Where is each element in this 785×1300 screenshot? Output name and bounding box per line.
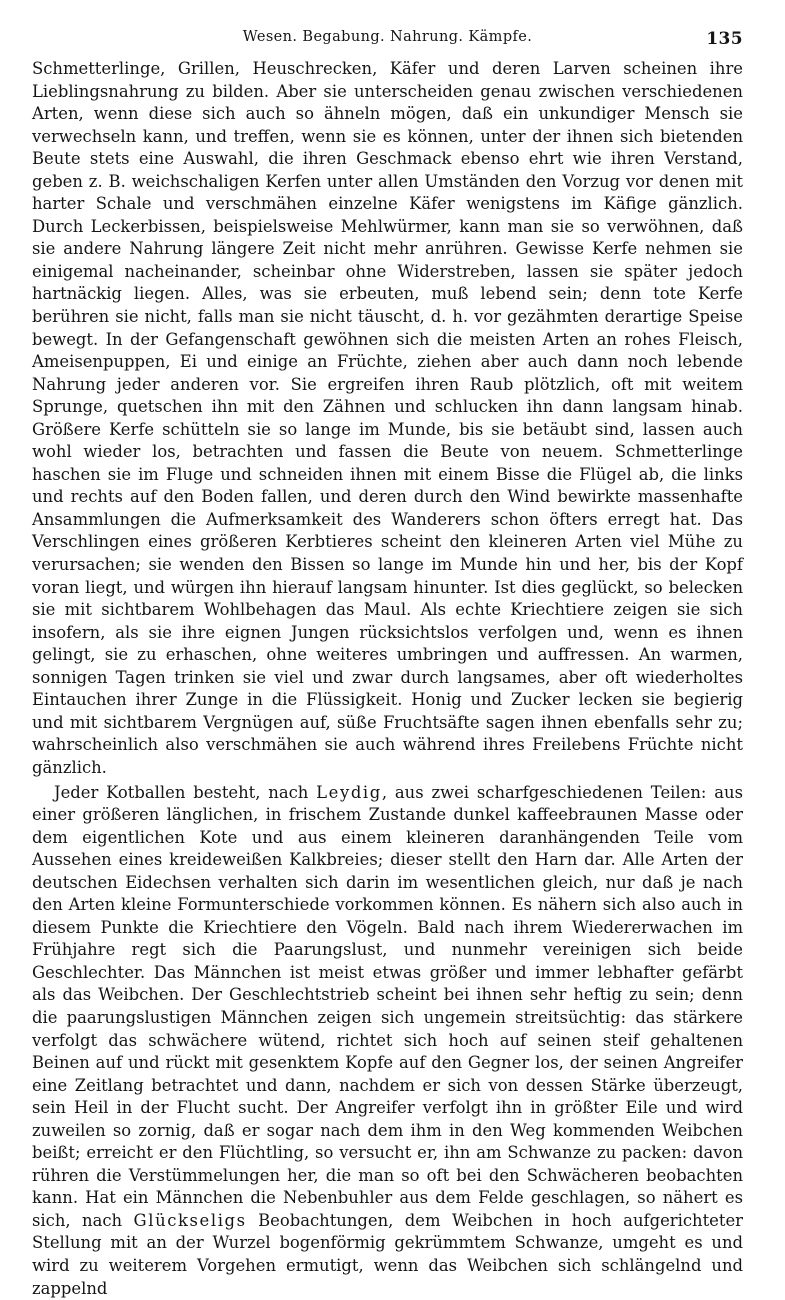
page-number: 135 bbox=[706, 24, 743, 54]
author-name-leydig: Leydig bbox=[316, 783, 382, 802]
paragraph-2-part-2: , aus zwei scharfgeschiedenen Teilen: aus einer größeren länglichen, in frischem Zustande dunkel kaffeebraunen Masse oder dem eigentlichen Kote und aus einem kleineren daranhängenden Teile vom Aussehen eines kreideweißen Kalkbreies; dieser stellt den Harn dar. Alle Arten der deutschen Eidechsen verhalten sich darin im wesentlichen gleich, nur daß je nach den Arten kleine Formunterschiede vorkommen können. Es nähern sich also auch in diesem Punkte die Kriechtiere den Vögeln. Bald nach ihrem Wiedererwachen im Frühjahre regt sich die Paarungslust, und nunmehr vereinigen sich beide Geschlechter. Das Männchen ist meist etwas größer und immer lebhafter gefärbt als das Weibchen. Der Geschlechtstrieb scheint bei ihnen sehr heftig zu sein; denn die paarungslustigen Männchen zeigen sich ungemein streitsüchtig: das stärkere verfolgt das schwächere wütend, richtet sich hoch auf seinen steif gehaltenen Beinen auf und rückt mit gesenktem Kopfe auf den Gegner los, der seinen Angreifer eine Zeitlang betrachtet und dann, nachdem er sich von dessen Stärke überzeugt, sein Heil in der Flucht sucht. Der Angreifer verfolgt ihn in größter Eile und wird zuweilen so zornig, daß er sogar nach dem ihm in den Weg kommenden Weibchen beißt; erreicht er den Flüchtling, so versucht er, ihn am Schwanze zu packen: davon rühren die Verstümmelungen her, die man so oft bei den Schwächeren beobachten kann. Hat ein Männchen die Nebenbuhler aus dem Felde geschlagen, so nähert es sich, nach bbox=[32, 783, 743, 1230]
paragraph-2 bbox=[32, 782, 743, 1300]
book-page bbox=[32, 22, 743, 1182]
paragraph-2-part-3: Beobachtungen, dem Weibchen in hoch aufgerichteter Stellung mit an der Wurzel bogenförmig gekrümmtem Schwanze, umgeht es und wird zu weiterem Vorgehen ermutigt, wenn das Weibchen sich schlängelnd und zappelnd bbox=[32, 1211, 743, 1298]
paragraph-1: Schmetterlinge, Grillen, Heuschrecken, Käfer und deren Larven scheinen ihre Lieblingsnahrung zu bilden. Aber sie unterscheiden genau zwischen verschiedenen Arten, wenn diese sich auch so ähneln mögen, daß ein unkundiger Mensch sie verwechseln kann, und treffen, wenn sie es können, unter der ihnen sich bietenden Beute stets eine Auswahl, die ihren Geschmack ebenso ehrt wie ihren Verstand, geben z. B. weichschaligen Kerfen unter allen Umständen den Vorzug vor denen mit harter Schale und verschmähen einzelne Käfer wenigstens im Käfige gänzlich. Durch Leckerbissen, beispielsweise Mehlwürmer, kann man sie so verwöhnen, daß sie andere Nahrung längere Zeit nicht mehr anrühren. Gewisse Kerfe nehmen sie einigemal nacheinander, scheinbar ohne Widerstreben, lassen sie später jedoch hartnäckig liegen. Alles, was sie erbeuten, muß lebend sein; denn tote Kerfe berühren sie nicht, falls man sie nicht täuscht, d. h. vor gezähmten derartige Speise bewegt. In der Gefangenschaft gewöhnen sich die meisten Arten an rohes Fleisch, Ameisenpuppen, Ei und einige an Früchte, ziehen aber auch dann noch lebende Nahrung jeder anderen vor. Sie ergreifen ihren Raub plötzlich, oft mit weitem Sprunge, quetschen ihn mit den Zähnen und schlucken ihn dann langsam hinab. Größere Kerfe schütteln sie so lange im Munde, bis sie betäubt sind, lassen auch wohl wieder los, betrachten und fassen die Beute von neuem. Schmetterlinge haschen sie im Fluge und schneiden ihnen mit einem Bisse die Flügel ab, die links und rechts auf den Boden fallen, und deren durch den Wind bewirkte massenhafte Ansammlungen die Aufmerksamkeit des Wanderers schon öfters erregt hat. Das Verschlingen eines größeren Kerbtieres scheint den kleineren Arten viel Mühe zu verursachen; sie wenden den Bissen so lange im Munde hin und her, bis der Kopf voran liegt, und würgen ihn hierauf langsam hinunter. Ist dies geglückt, so belecken sie mit sichtbarem Wohlbehagen das Maul. Als echte Kriechtiere zeigen sie sich insofern, als sie ihre eignen Jungen rücksichtslos verfolgen und, wenn es ihnen gelingt, sie zu erhaschen, ohne weiteres umbringen und auffressen. An warmen, sonnigen Tagen trinken sie viel und zwar durch langsames, aber oft wiederholtes Eintauchen ihrer Zunge in die Flüssigkeit. Honig und Zucker lecken sie begierig und mit sichtbarem Vergnügen auf, süße Fruchtsäfte sagen ihnen ebenfalls sehr zu; wahrscheinlich also verschmähen sie auch während ihres Freilebens Früchte nicht gänzlich. bbox=[32, 58, 743, 780]
author-name-glueckselig: Glückseligs bbox=[134, 1211, 247, 1230]
paragraph-2-part-1: Jeder Kotballen besteht, nach bbox=[54, 783, 316, 802]
body-text bbox=[32, 58, 743, 1300]
running-header bbox=[32, 22, 743, 52]
running-title: Wesen. Begabung. Nahrung. Kämpfe. bbox=[243, 29, 533, 45]
